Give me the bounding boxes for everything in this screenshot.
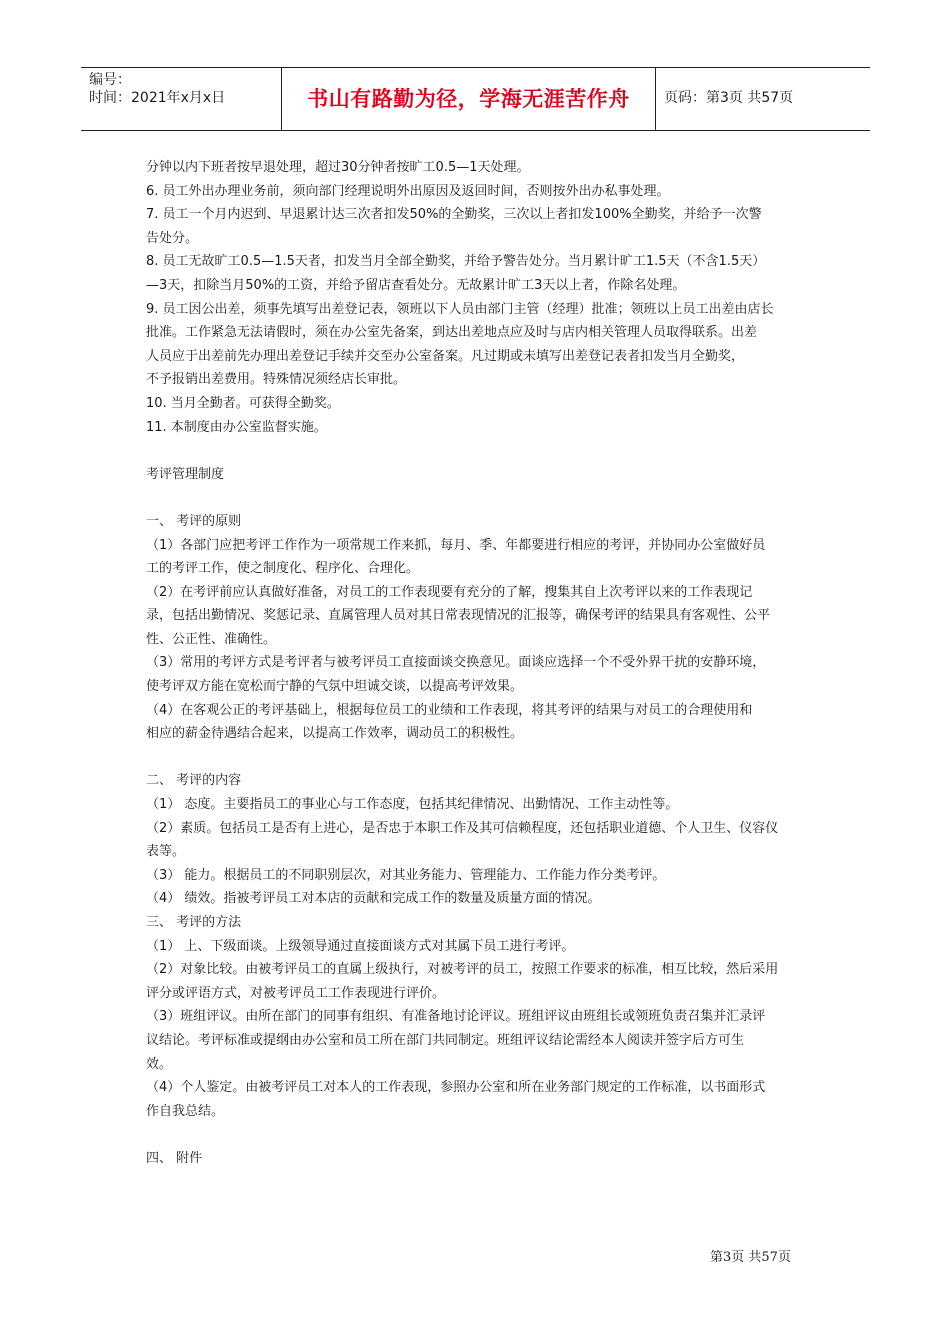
body-line: 11. 本制度由办公室监督实施。 — [146, 419, 327, 435]
body-line: 相应的薪金待遇结合起来，以提高工作效率，调动员工的积极性。 — [146, 726, 524, 742]
body-line: （3）常用的考评方式是考评者与被考评员工直接面谈交换意见。面谈应选择一个不受外界干扰的安静环境， — [146, 655, 766, 671]
body-line: 作自我总结。 — [146, 1103, 225, 1119]
body-line: （1）各部门应把考评工作作为一项常规工作来抓，每月、季、年都要进行相应的考评，并协同办公室做好员 — [146, 537, 766, 553]
body-line: 使考评双方能在宽松而宁静的气氛中坦诚交谈，以提高考评效果。 — [146, 679, 524, 695]
body-line: 6. 员工外出办理业务前，须向部门经理说明外出原因及返回时间，否则按外出办私事处理。 — [146, 183, 670, 199]
body-line: 录，包括出勤情况、奖惩记录、直属管理人员对其日常表现情况的汇报等，确保考评的结果具有客观性、公平 — [146, 608, 771, 624]
body-line: 分钟以内下班者按早退处理，超过30分钟者按旷工0.5—1天处理。 — [146, 160, 530, 175]
body-line: 二、 考评的内容 — [146, 773, 242, 789]
body-line: （4）个人鉴定。由被考评员工对本人的工作表现，参照办公室和所在业务部门规定的工作标准，以书面形式 — [146, 1080, 766, 1096]
header-page-code: 页码：第3页 共57页 — [664, 90, 794, 106]
body-line: （3）班组评议。由所在部门的同事有组织、有准备地讨论评议。班组评议由班组长或领班负责召集并汇录评 — [146, 1009, 766, 1025]
body-line: （2）对象比较。由被考评员工的直属上级执行，对被考评的员工，按照工作要求的标准，相互比较，然后采用 — [146, 962, 779, 978]
body-line: （4）在客观公正的考评基础上，根据每位员工的业绩和工作表现，将其考评的结果与对员工的合理使用和 — [146, 702, 753, 718]
body-line: 四、 附件 — [146, 1150, 203, 1166]
header-motto: 书山有路勤为径，学海无涯苦作舟 — [307, 87, 630, 111]
body-line: 性、公正性、准确性。 — [146, 631, 277, 647]
page-footer: 第3页 共57页 — [710, 1250, 791, 1265]
body-line: 考评管理制度 — [146, 466, 225, 482]
body-line: （1） 上、下级面谈。上级领导通过直接面谈方式对其属下员工进行考评。 — [146, 938, 575, 954]
body-line: 议结论。考评标准或提纲由办公室和员工所在部门共同制定。班组评议结论需经本人阅读并签字后方可生 — [146, 1032, 745, 1048]
body-line: 表等。 — [146, 844, 186, 860]
header-motto-cell — [281, 68, 656, 130]
header-page-cell — [656, 68, 870, 130]
body-line: （3） 能力。根据员工的不同职别层次，对其业务能力、管理能力、工作能力作分类考评。 — [146, 867, 666, 883]
body-line: 批准。工作紧急无法请假时，须在办公室先备案，到达出差地点应及时与店内相关管理人员取得联系。出差 — [146, 325, 758, 341]
body-line: 效。 — [146, 1056, 173, 1072]
body-line: （1） 态度。主要指员工的事业心与工作态度，包括其纪律情况、出勤情况、工作主动性等。 — [146, 797, 679, 813]
blank-line — [146, 439, 816, 463]
body-line: 三、 考评的方法 — [146, 915, 242, 930]
body-line: （2）在考评前应认真做好准备，对员工的工作表现要有充分的了解，搜集其自上次考评以来的工作表现记 — [146, 584, 753, 600]
body-line: 评分或评语方式，对被考评员工工作表现进行评价。 — [146, 985, 446, 1001]
body-line: 8. 员工无故旷工0.5—1.5天者，扣发当月全部全勤奖，并给予警告处分。当月累计旷工1.5天（不含1.5天） — [146, 254, 766, 270]
body-line: 工的考评工作，使之制度化、程序化、合理化。 — [146, 561, 420, 577]
body-line: 10. 当月全勤者。可获得全勤奖。 — [146, 395, 340, 411]
body-line: —3天，扣除当月50%的工资，并给予留店查看处分。无故累计旷工3天以上者，作除名处理。 — [146, 277, 686, 293]
body-line: 人员应于出差前先办理出差登记手续并交至办公室备案。凡过期或未填写出差登记表者扣发当月全勤奖， — [146, 348, 745, 364]
blank-line — [146, 746, 816, 770]
body-line: （4） 绩效。指被考评员工对本店的贡献和完成工作的数量及质量方面的情况。 — [146, 891, 601, 907]
body-line: 不予报销出差费用。特殊情况须经店长审批。 — [146, 372, 407, 388]
body-line: 7. 员工一个月内迟到、早退累计达三次者扣发50%的全勤奖，三次以上者扣发100%全勤奖，并给予一次警 — [146, 207, 762, 223]
page-header — [81, 67, 870, 131]
body-line: （2）素质。包括员工是否有上进心，是否忠于本职工作及其可信赖程度，还包括职业道德、个人卫生、仪容仪 — [146, 820, 779, 836]
blank-line — [146, 1123, 816, 1147]
header-meta-cell — [81, 68, 280, 130]
blank-line — [146, 486, 816, 510]
document-date-label: 时间：2021年x月x日 — [89, 90, 226, 106]
body-line: 告处分。 — [146, 230, 199, 246]
document-body — [146, 156, 816, 1171]
body-line: 9. 员工因公出差，须事先填写出差登记表，领班以下人员由部门主管（经理）批准；领班以上员工出差由店长 — [146, 301, 774, 317]
document-number-label: 编号： — [89, 72, 131, 88]
body-line: 一、 考评的原则 — [146, 513, 242, 529]
